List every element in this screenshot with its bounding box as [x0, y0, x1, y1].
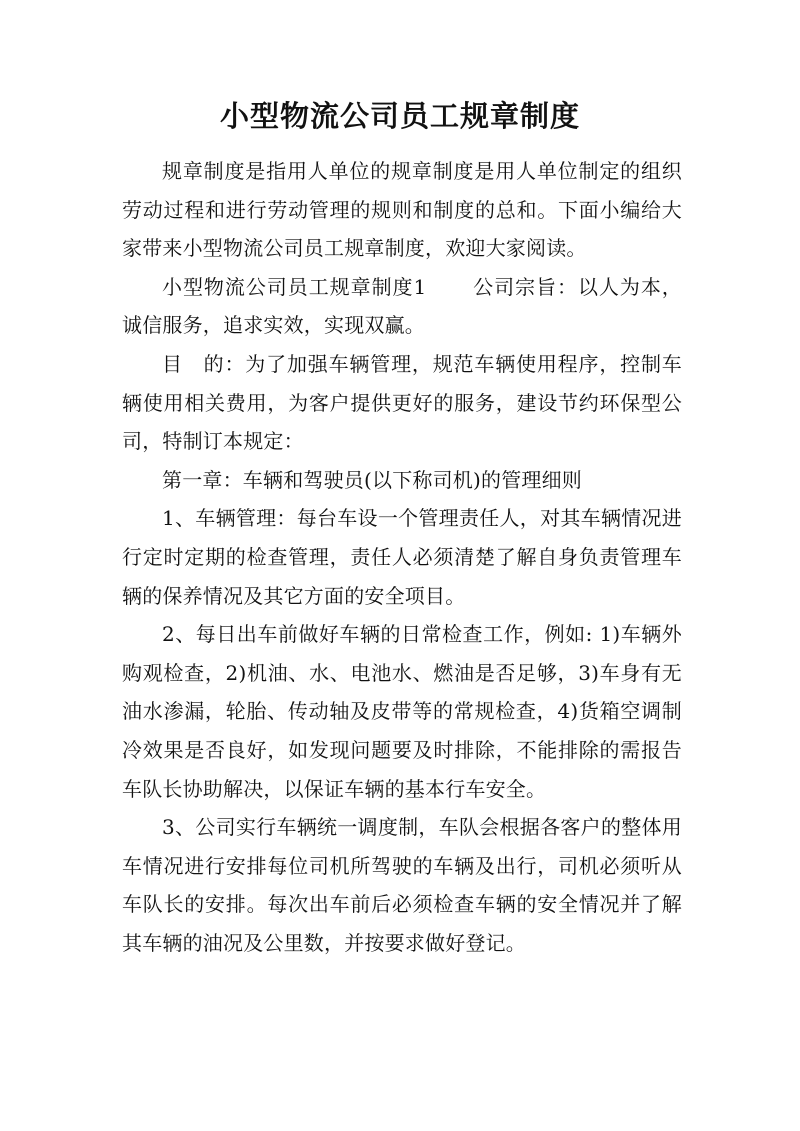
- goal-paragraph: 目 的：为了加强车辆管理，规范车辆使用程序，控制车辆使用相关费用，为客户提供更好的服务，建设节约环保型公司，特制订本规定：: [122, 351, 682, 454]
- rule-paragraph-1: 1、车辆管理：每台车设一个管理责任人，对其车辆情况进行定时定期的检查管理，责任人必须清楚了解自身负责管理车辆的保养情况及其它方面的安全项目。: [122, 506, 682, 608]
- document-body: [122, 152, 682, 962]
- rule-paragraph-2: 2、每日出车前做好车辆的日常检查工作，例如: 1)车辆外购观检查，2)机油、水、电池水、燃油是否足够，3)车身有无油水渗漏，轮胎、传动轴及皮带等的常规检查，4)货箱空调制冷效果是否良好，如发现问题要及时排除，不能排除的需报告车队长协助解决，以保证车辆的基本行车安全。: [122, 622, 682, 801]
- rule-paragraph-3: 3、公司实行车辆统一调度制，车队会根据各客户的整体用车情况进行安排每位司机所驾驶的车辆及出行，司机必须听从车队长的安排。每次出车前后必须检查车辆的安全情况并了解其车辆的油况及公里数，并按要求做好登记。: [122, 815, 682, 955]
- intro-paragraph: 规章制度是指用人单位的规章制度是用人单位制定的组织劳动过程和进行劳动管理的规则和制度的总和。下面小编给大家带来小型物流公司员工规章制度，欢迎大家阅读。: [122, 159, 682, 261]
- section-text: 公司宗旨：以人为本，诚信服务，追求实效，实现双赢。: [122, 274, 682, 338]
- document-title: 小型物流公司员工规章制度: [219, 99, 580, 133]
- chapter-heading: 第一章：车辆和驾驶员(以下称司机)的管理细则: [162, 467, 583, 492]
- purpose-paragraph: [122, 268, 682, 345]
- section-heading: 小型物流公司员工规章制度1: [162, 274, 427, 299]
